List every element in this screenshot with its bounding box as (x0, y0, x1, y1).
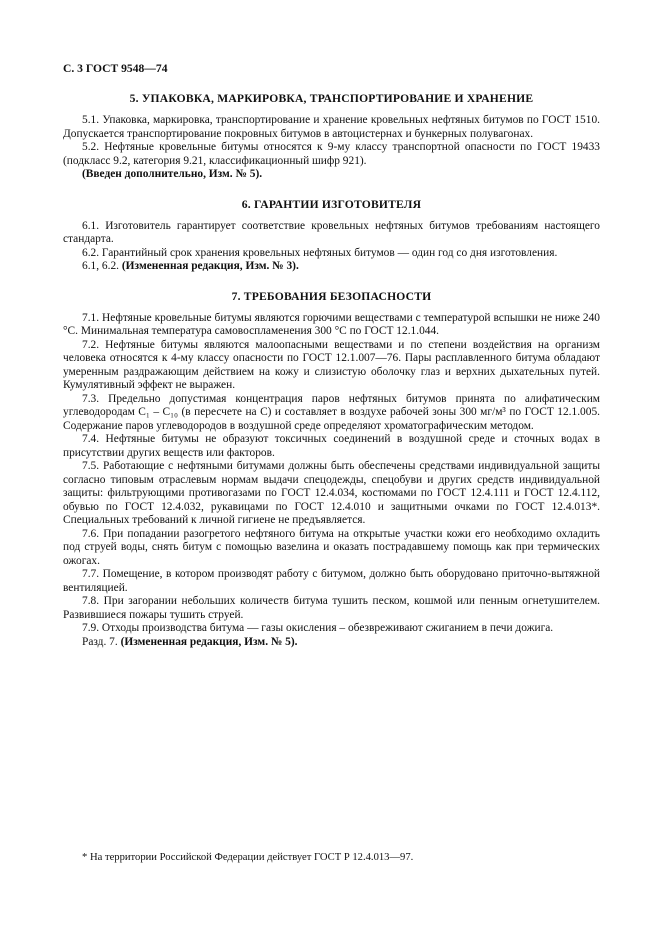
clause-text: 7.6. При попадании разогретого нефтяного битума на открытые участки кожи его необходимо охладить под струей воды, снять битум с помощью вазелина и оказать пострадавшему помощь как при термических ожогах. (63, 527, 600, 567)
clause-text: 7.3. Предельно допустимая концентрация паров нефтяных битумов принята по алифатическим углеводородам С₁ – С₁₀ (в пересчете на С) и составляет в воздухе рабочей зоны 300 мг/м³ по ГОСТ 12.1.005. Содержание паров углеводородов в воздушной среде определяют хроматографическим методом. (63, 392, 600, 432)
clause-6-1 (63, 220, 600, 247)
clause-text: 7.2. Нефтяные битумы являются малоопасными веществами и по степени воздействия на организм человека относятся к 4-му классу опасности по ГОСТ 12.1.007—76. Пары расплавленного битума обладают умеренным раздражающим действием на кожу и слизистую оболочку глаз и верхних дыхательных путей. Кумулятивный эффект не выражен. (63, 338, 600, 391)
section-safety (63, 290, 600, 650)
amendment-prefix: 6.1, 6.2. (82, 260, 122, 272)
clause-7-5 (63, 460, 600, 528)
clause-text: 6.2. Гарантийный срок хранения кровельных нефтяных битумов — один год со дня изготовления. (82, 246, 558, 259)
clause-text: 7.8. При загорании небольших количеств битума тушить песком, кошмой или пенным огнетушителем. Развившиеся пожары тушить струей. (63, 595, 600, 621)
amendment-note-6 (63, 260, 600, 274)
clause-text: 7.1. Нефтяные кровельные битумы являются горючими веществами с температурой вспышки не ниже 240 °С. Минимальная температура самовоспламенения 300 °С по ГОСТ 12.1.044. (63, 311, 600, 337)
clause-text: 7.4. Нефтяные битумы не образуют токсичных соединений в воздушной среде и сточных водах в присутствии других веществ или факторов. (63, 433, 600, 459)
clause-6-2 (63, 247, 600, 261)
section-packaging (63, 92, 600, 182)
section-5-heading: 5. УПАКОВКА, МАРКИРОВКА, ТРАНСПОРТИРОВАНИЕ И ХРАНЕНИЕ (129, 92, 534, 105)
amendment-note-text: (Измененная редакция, Изм. № 3). (121, 260, 299, 272)
footnote: * На территории Российской Федерации действует ГОСТ Р 12.4.013—97. (82, 852, 414, 863)
clause-5-1 (63, 114, 600, 141)
clause-text: 7.5. Работающие с нефтяными битумами должны быть обеспечены средствами индивидуальной защиты согласно типовым отраслевым нормам выдачи спецодежды, спецобуви и других средств индивидуальной защиты: фильтрующими противогазами по ГОСТ 12.4.034, костюмами по ГОСТ 12.4.111 и ГОСТ 12.4.112, обувью по ГОСТ 12.4.032, рукавицами по ГОСТ 12.4.010 и защитными очками по ГОСТ 12.4.013*. Специальных требований к личной гигиене не предъявляется. (63, 460, 600, 526)
clause-text: 5.1. Упаковка, маркировка, транспортирование и хранение кровельных нефтяных битумов по ГОСТ 1510. Допускается транспортирование покровных битумов в автоцистернах и бункерных полувагонах. (63, 114, 600, 140)
clause-text: 7.9. Отходы производства битума — газы окисления – обезвреживают сжиганием в печи дожига. (82, 622, 554, 634)
clause-7-1 (63, 312, 600, 339)
clause-5-2 (63, 141, 600, 168)
section-warranty (63, 198, 600, 274)
clause-7-9 (63, 622, 600, 636)
clause-7-8 (63, 595, 600, 622)
clause-text: 6.1. Изготовитель гарантирует соответствие кровельных нефтяных битумов требованиям настоящего стандарта. (63, 219, 600, 245)
clause-text: 7.7. Помещение, в котором производят работу с битумом, должно быть оборудовано приточно-вытяжной вентиляцией. (63, 568, 600, 594)
page-header: С. 3 ГОСТ 9548—74 (63, 62, 168, 75)
amendment-note-text: (Измененная редакция, Изм. № 5). (120, 635, 298, 648)
amendment-note-7 (63, 636, 600, 650)
clause-7-3 (63, 393, 600, 434)
section-6-heading: 6. ГАРАНТИИ ИЗГОТОВИТЕЛЯ (241, 197, 422, 211)
amendment-prefix: Разд. 7. (82, 635, 121, 648)
clause-text: 5.2. Нефтяные кровельные битумы относятся к 9-му классу транспортной опасности по ГОСТ 19433 (подкласс 9.2, категория 9.21, классификационный шифр 921). (63, 141, 600, 167)
clause-7-4 (63, 433, 600, 460)
clause-7-6 (63, 528, 600, 569)
amendment-note-text: (Введен дополнительно, Изм. № 5). (82, 168, 263, 180)
amendment-note-5 (63, 168, 600, 182)
section-7-heading: 7. ТРЕБОВАНИЯ БЕЗОПАСНОСТИ (231, 289, 432, 303)
clause-7-2 (63, 339, 600, 393)
clause-7-7 (63, 568, 600, 595)
